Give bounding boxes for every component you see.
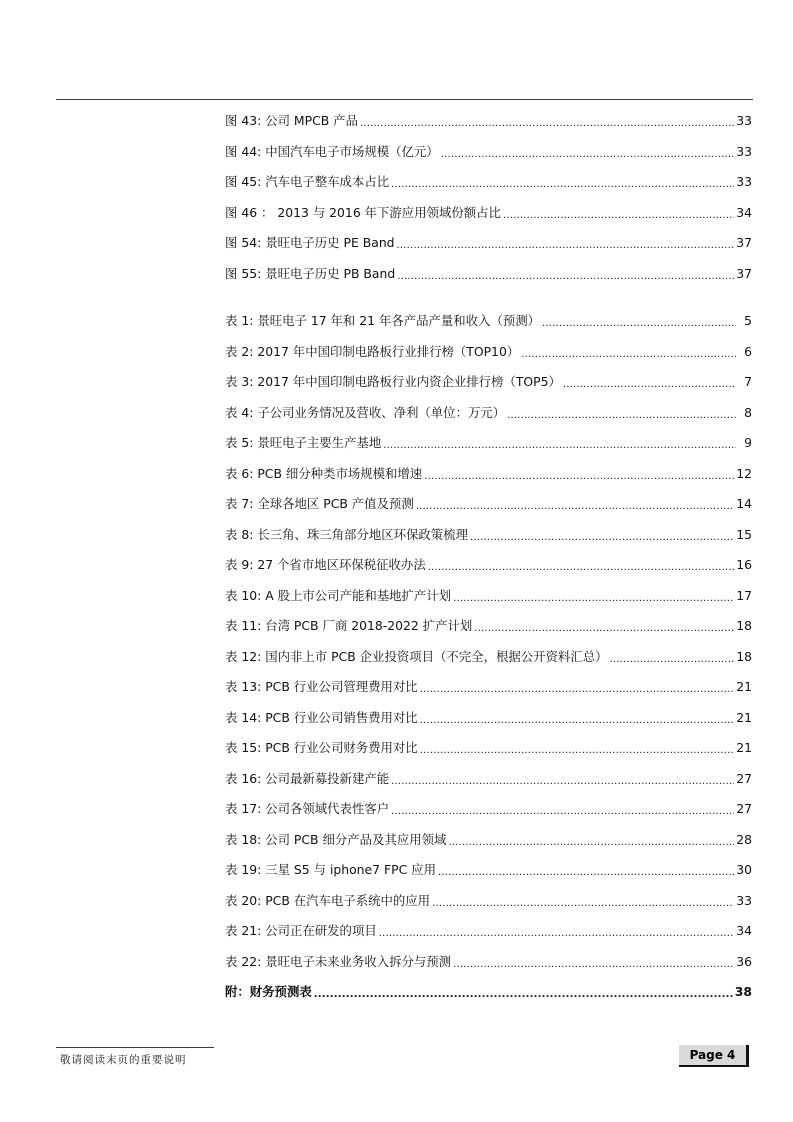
toc-entry-table-13[interactable] bbox=[225, 703, 752, 734]
toc-entry-label: 表 6: PCB 细分种类市场规模和增速 bbox=[225, 465, 423, 481]
toc-entry-page: 18 bbox=[736, 618, 752, 634]
dot-leader bbox=[448, 834, 734, 848]
toc-entry-table-16[interactable] bbox=[225, 794, 752, 825]
toc-entry-table-20[interactable] bbox=[225, 916, 752, 947]
section-gap bbox=[225, 289, 752, 306]
toc-entry-label: 图 55: 景旺电子历史 PB Band bbox=[225, 265, 396, 281]
toc-entry-page: 21 bbox=[736, 740, 752, 756]
dot-leader bbox=[432, 895, 734, 909]
toc-entry-page: 21 bbox=[736, 709, 752, 725]
table-list bbox=[225, 306, 752, 977]
toc-entry-label: 表 3: 2017 年中国印制电路板行业内资企业排行榜（TOP5） bbox=[225, 374, 561, 390]
toc-entry-label: 图 46 ： 2013 与 2016 年下游应用领域份额占比 bbox=[225, 204, 501, 220]
toc-entry-page: 5 bbox=[744, 313, 752, 329]
toc-entry-figure-4[interactable] bbox=[225, 228, 752, 259]
dot-leader bbox=[438, 864, 734, 878]
dot-leader bbox=[453, 956, 734, 970]
toc-entry-label: 表 13: PCB 行业公司管理费用对比 bbox=[225, 679, 418, 695]
toc-entry-page: 7 bbox=[744, 374, 752, 390]
dot-leader bbox=[441, 146, 735, 160]
dot-leader bbox=[563, 376, 736, 390]
footer-rule bbox=[56, 1047, 214, 1048]
dot-leader bbox=[521, 346, 736, 360]
toc-entry-table-12[interactable] bbox=[225, 672, 752, 703]
toc-entry-label: 表 7: 全球各地区 PCB 产值及预测 bbox=[225, 496, 414, 512]
toc-entry-table-19[interactable] bbox=[225, 886, 752, 917]
toc-entry-table-0[interactable] bbox=[225, 306, 752, 337]
toc-entry-label: 表 1: 景旺电子 17 年和 21 年各产品产量和收入（预测） bbox=[225, 313, 541, 329]
dot-leader bbox=[391, 773, 734, 787]
dot-leader bbox=[609, 651, 734, 665]
toc-entry-page: 28 bbox=[736, 831, 752, 847]
dot-leader bbox=[379, 925, 734, 939]
toc-entry-label: 表 12: 国内非上市 PCB 企业投资项目（不完全，根据公开资料汇总） bbox=[225, 648, 608, 664]
toc-entry-label: 表 15: PCB 行业公司财务费用对比 bbox=[225, 740, 418, 756]
dot-leader bbox=[391, 176, 734, 190]
toc-entry-page: 15 bbox=[736, 526, 752, 542]
dot-leader bbox=[474, 620, 734, 634]
toc-entry-label: 表 14: PCB 行业公司销售费用对比 bbox=[225, 709, 418, 725]
toc-entry-page: 30 bbox=[736, 862, 752, 878]
toc-entry-table-15[interactable] bbox=[225, 764, 752, 795]
dot-leader bbox=[383, 437, 736, 451]
toc-entry-page: 33 bbox=[736, 113, 752, 129]
toc-entry-label: 表 9: 27 个省市地区环保税征收办法 bbox=[225, 557, 426, 573]
toc-entry-page: 21 bbox=[736, 679, 752, 695]
dot-leader bbox=[453, 590, 734, 604]
dot-leader bbox=[470, 529, 734, 543]
toc-entry-figure-2[interactable] bbox=[225, 167, 752, 198]
toc-entry-label: 表 19: 三星 S5 与 iphone7 FPC 应用 bbox=[225, 862, 436, 878]
toc-entry-table-14[interactable] bbox=[225, 733, 752, 764]
toc-entry-label: 图 45: 汽车电子整车成本占比 bbox=[225, 174, 390, 190]
dot-leader bbox=[507, 407, 736, 421]
toc-entry-label: 表 20: PCB 在汽车电子系统中的应用 bbox=[225, 892, 431, 908]
toc-entry-label: 表 16: 公司最新募投新建产能 bbox=[225, 770, 390, 786]
dot-leader bbox=[360, 115, 734, 129]
toc-entry-label: 表 10: A 股上市公司产能和基地扩产计划 bbox=[225, 587, 452, 603]
dot-leader bbox=[428, 559, 735, 573]
toc-entry-page: 12 bbox=[736, 465, 752, 481]
toc-entry-table-3[interactable] bbox=[225, 398, 752, 429]
dot-leader bbox=[397, 237, 735, 251]
dot-leader bbox=[420, 681, 735, 695]
header-rule bbox=[56, 99, 753, 100]
toc-entry-label: 表 2: 2017 年中国印制电路板行业排行榜（TOP10） bbox=[225, 343, 520, 359]
toc-entry-label: 附：财务预测表 bbox=[225, 984, 312, 1000]
dot-leader bbox=[314, 986, 733, 1000]
toc-entry-page: 16 bbox=[736, 557, 752, 573]
toc-entry-label: 图 43: 公司 MPCB 产品 bbox=[225, 113, 358, 129]
dot-leader bbox=[397, 268, 734, 282]
page-number-badge: Page 4 bbox=[679, 1045, 749, 1067]
toc-entry-page: 33 bbox=[736, 892, 752, 908]
toc-entry-label: 表 21: 公司正在研发的项目 bbox=[225, 923, 377, 939]
toc-entry-label: 图 54: 景旺电子历史 PE Band bbox=[225, 235, 395, 251]
toc-entry-appendix[interactable] bbox=[225, 977, 752, 1008]
toc-entry-page: 37 bbox=[736, 265, 752, 281]
dot-leader bbox=[503, 207, 734, 221]
toc-entry-page: 27 bbox=[736, 770, 752, 786]
dot-leader bbox=[416, 498, 734, 512]
toc-entry-table-4[interactable] bbox=[225, 428, 752, 459]
toc-entry-table-2[interactable] bbox=[225, 367, 752, 398]
toc-entry-page: 33 bbox=[736, 143, 752, 159]
toc-entry-table-1[interactable] bbox=[225, 337, 752, 368]
toc-entry-figure-0[interactable] bbox=[225, 106, 752, 137]
toc-entry-table-18[interactable] bbox=[225, 855, 752, 886]
toc-entry-label: 表 5: 景旺电子主要生产基地 bbox=[225, 435, 382, 451]
dot-leader bbox=[391, 803, 734, 817]
toc-entry-page: 37 bbox=[736, 235, 752, 251]
toc-entry-page: 38 bbox=[734, 984, 752, 1000]
toc-entry-table-7[interactable] bbox=[225, 520, 752, 551]
toc-entry-table-17[interactable] bbox=[225, 825, 752, 856]
disclaimer-note: 敬请阅读末页的重要说明 bbox=[60, 1054, 187, 1066]
toc-entry-figure-3[interactable] bbox=[225, 198, 752, 229]
toc-entry-page: 9 bbox=[744, 435, 752, 451]
dot-leader bbox=[424, 468, 734, 482]
toc-entry-page: 33 bbox=[736, 174, 752, 190]
toc-entry-figure-1[interactable] bbox=[225, 137, 752, 168]
toc-entry-label: 表 18: 公司 PCB 细分产品及其应用领域 bbox=[225, 831, 447, 847]
toc-entry-label: 表 22: 景旺电子未来业务收入拆分与预测 bbox=[225, 953, 452, 969]
toc-entry-page: 27 bbox=[736, 801, 752, 817]
toc-entry-page: 36 bbox=[736, 953, 752, 969]
dot-leader bbox=[542, 315, 736, 329]
toc-entry-label: 表 11: 台湾 PCB 厂商 2018-2022 扩产计划 bbox=[225, 618, 473, 634]
dot-leader bbox=[420, 712, 735, 726]
table-of-contents bbox=[225, 106, 752, 1008]
toc-entry-page: 18 bbox=[736, 648, 752, 664]
toc-entry-page: 34 bbox=[736, 204, 752, 220]
toc-entry-table-10[interactable] bbox=[225, 611, 752, 642]
dot-leader bbox=[420, 742, 735, 756]
toc-entry-table-21[interactable] bbox=[225, 947, 752, 978]
toc-entry-label: 表 8: 长三角、珠三角部分地区环保政策梳理 bbox=[225, 526, 468, 542]
toc-entry-label: 图 44: 中国汽车电子市场规模（亿元） bbox=[225, 143, 439, 159]
toc-entry-page: 6 bbox=[744, 343, 752, 359]
toc-entry-figure-5[interactable] bbox=[225, 259, 752, 290]
toc-entry-table-6[interactable] bbox=[225, 489, 752, 520]
toc-entry-table-8[interactable] bbox=[225, 550, 752, 581]
toc-entry-label: 表 17: 公司各领域代表性客户 bbox=[225, 801, 390, 817]
toc-entry-page: 17 bbox=[736, 587, 752, 603]
toc-entry-table-11[interactable] bbox=[225, 642, 752, 673]
toc-entry-page: 34 bbox=[736, 923, 752, 939]
toc-entry-label: 表 4: 子公司业务情况及营收、净利（单位：万元） bbox=[225, 404, 506, 420]
toc-entry-table-5[interactable] bbox=[225, 459, 752, 490]
toc-entry-page: 8 bbox=[744, 404, 752, 420]
toc-entry-page: 14 bbox=[736, 496, 752, 512]
figure-list bbox=[225, 106, 752, 289]
toc-entry-table-9[interactable] bbox=[225, 581, 752, 612]
